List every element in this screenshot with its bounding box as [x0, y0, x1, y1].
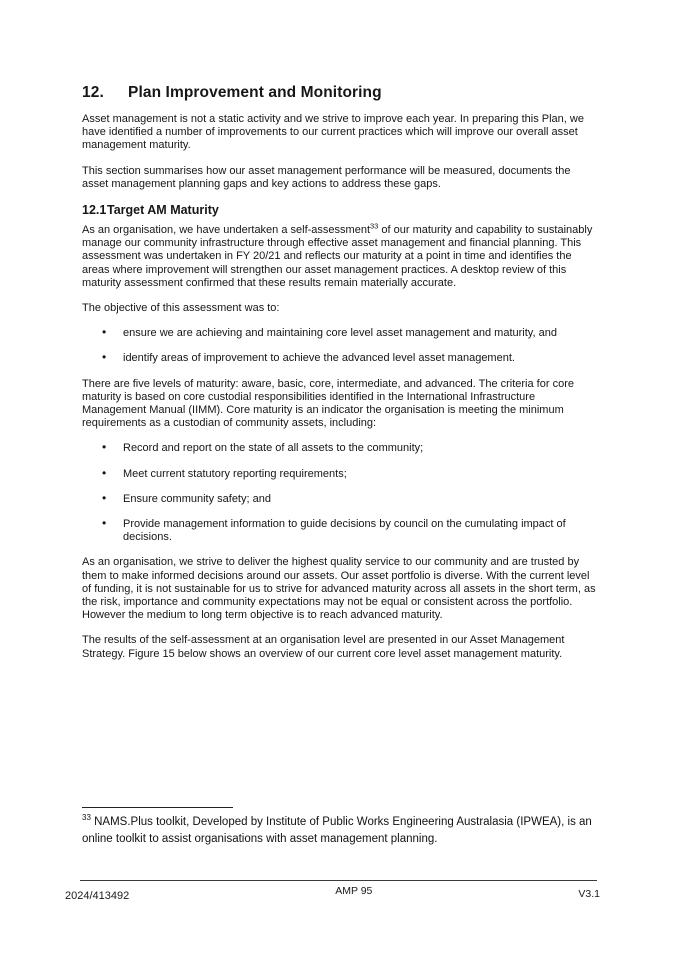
section-title: Target AM Maturity	[107, 203, 219, 218]
list-item-text: identify areas of improvement to achieve the advanced level asset management.	[123, 352, 515, 365]
portfolio-paragraph: As an organisation, we strive to deliver the highest quality service to our community and are trusted by them to make informed decisions around our assets. Our asset portfolio is diverse. With the current level of funding, it is not sustainable for us to strive for advanced maturity across all assets in the short term, as the risk, importance and community expectations may not be equal or consistent across the portfolio. However the medium to long term objective is to reach advanced maturity.	[82, 556, 596, 622]
list-item-text: Provide management information to guide decisions by council on the cumulating impact of decisions.	[123, 518, 566, 544]
footer-document-number: 2024/413492	[65, 890, 130, 902]
assessment-text-after: of our maturity and capability to sustainably manage our community infrastructure through effective asset management and financial planning. This assessment was undertaken in FY 20/21 and reflects our maturity at a point in time and identifies the areas where improvement will strengthen our asset management practices. A desktop review of this maturity assessment confirmed that these results remain materially accurate.	[82, 224, 593, 289]
chapter-title: Plan Improvement and Monitoring	[128, 84, 382, 101]
section-heading	[82, 203, 599, 218]
objective-bullet-list	[82, 327, 599, 365]
results-paragraph: The results of the self-assessment at an organisation level are presented in our Asset Management Strategy. Figure 15 below shows an overview of our current core level asset management maturity.	[82, 634, 565, 660]
intro-paragraph-1: Asset management is not a static activity and we strive to improve each year. In preparing this Plan, we have identified a number of improvements to our current practices which will improve our overall asset management maturity.	[82, 113, 584, 152]
maturity-levels-paragraph: There are five levels of maturity: aware, basic, core, intermediate, and advanced. The criteria for core maturity is based on core custodial responsibilities identified in the International Infrastructure Management Manual (IIMM). Core maturity is an indicator the organisation is meeting the minimum requirements as a custodian of community assets, including:	[82, 377, 574, 430]
footnote	[82, 807, 599, 848]
section-number: 12.1	[82, 203, 107, 218]
footnote-text-block	[82, 814, 599, 848]
footer-divider	[80, 880, 597, 881]
assessment-text-before: As an organisation, we have undertaken a self-assessment	[82, 224, 370, 237]
chapter-number: 12.	[82, 84, 104, 101]
objective-intro: The objective of this assessment was to:	[82, 302, 280, 315]
footnote-text: NAMS.Plus toolkit, Developed by Institute of Public Works Engineering Australasia (IPWEA), is an online toolkit to assist organisations with asset management planning.	[82, 816, 592, 845]
list-item-text: Record and report on the state of all assets to the community;	[123, 442, 424, 455]
chapter-heading	[82, 84, 599, 102]
list-item	[82, 327, 599, 340]
footer-version: V3.1	[578, 888, 600, 900]
list-item-text: ensure we are achieving and maintaining core level asset management and maturity, and	[123, 327, 557, 340]
footer-page-label: AMP 95	[335, 885, 373, 897]
list-item	[82, 468, 599, 481]
list-item	[82, 518, 599, 544]
footnote-reference: 33	[370, 221, 379, 231]
intro-paragraph-2: This section summarises how our asset management performance will be measured, documents the asset management planning gaps and key actions to address these gaps.	[82, 164, 571, 190]
footnote-marker: 33	[82, 813, 91, 823]
list-item	[82, 352, 599, 365]
page-content	[82, 84, 599, 673]
assessment-paragraph	[82, 221, 599, 290]
footnote-divider	[82, 807, 233, 808]
list-item-text: Ensure community safety; and	[123, 492, 271, 505]
list-item	[82, 442, 599, 455]
list-item-text: Meet current statutory reporting requirements;	[123, 467, 347, 480]
page-footer	[65, 885, 600, 903]
list-item	[82, 493, 599, 506]
core-requirements-bullet-list	[82, 442, 599, 544]
